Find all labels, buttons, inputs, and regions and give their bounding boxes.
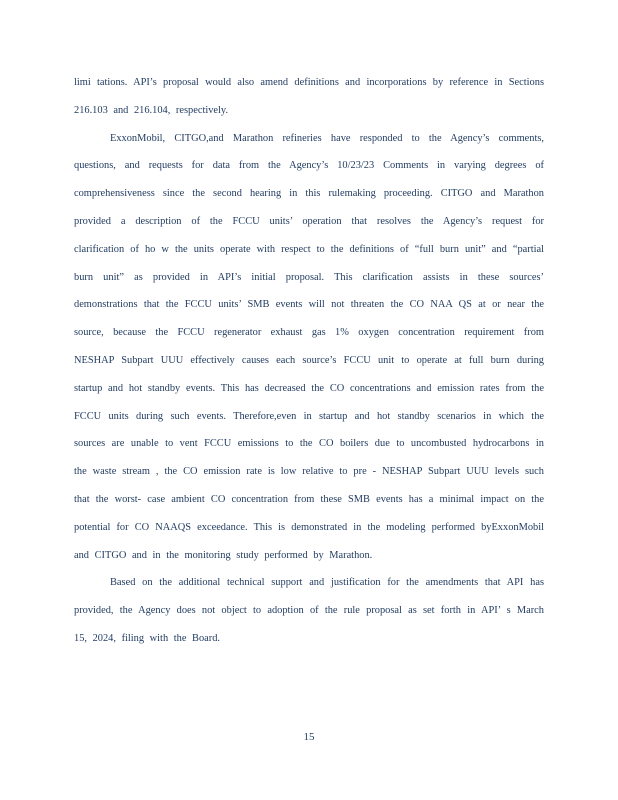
paragraph-refinery-responses: ExxonMobil, CITGO,and Marathon refineries have responded to the Agency’s comments, questions, and requests for data from the Agency’s 10/23/23 Comments in varying degrees of comprehensiveness since the second hearing in this rulemaking proceeding. CITGO and Marathon provided a description of the FCCU units’ operation that resolves the Agency’s request for clarification of ho w the units operate with respect to the definitions of “full burn unit” and “partial burn unit” as provided in API’s initial proposal. This clarification assists in these sources’ demonstrations that the FCCU units’ SMB events will not threaten the CO NAA QS at or near the source, because the FCCU regenerator exhaust gas 1% oxygen concentration requirement from NESHAP Subpart UUU effectively causes each source’s FCCU unit to operate at full burn during startup and hot standby events. This has decreased the CO concentrations and emission rates from the FCCU units during such events. Therefore,even in startup and hot standby scenarios in which the sources are unable to vent FCCU emissions to the CO boilers due to uncombusted hydrocarbons in the waste stream , the CO emission rate is low relative to pre - NESHAP Subpart UUU levels such that the worst- case ambient CO concentration from these SMB events has a minimal impact on the potential for CO NAAQS exceedance. This is demonstrated in the modeling performed byExxonMobil and CITGO and in the monitoring study performed by Marathon. [74,132,544,561]
paragraph-continuation: limi tations. API’s proposal would also amend definitions and incorporations by reference in Sections 216.103 and 216.104, respectively. [74,77,544,116]
paragraph-agency-conclusion: Based on the additional technical support and justification for the amendments that API has provided, the Agency does not object to adoption of the rule proposal as set forth in API’ s March 15, 2024, filing with the Board. [74,577,544,644]
page-number: 15 [303,731,315,743]
body-text [74,69,544,653]
